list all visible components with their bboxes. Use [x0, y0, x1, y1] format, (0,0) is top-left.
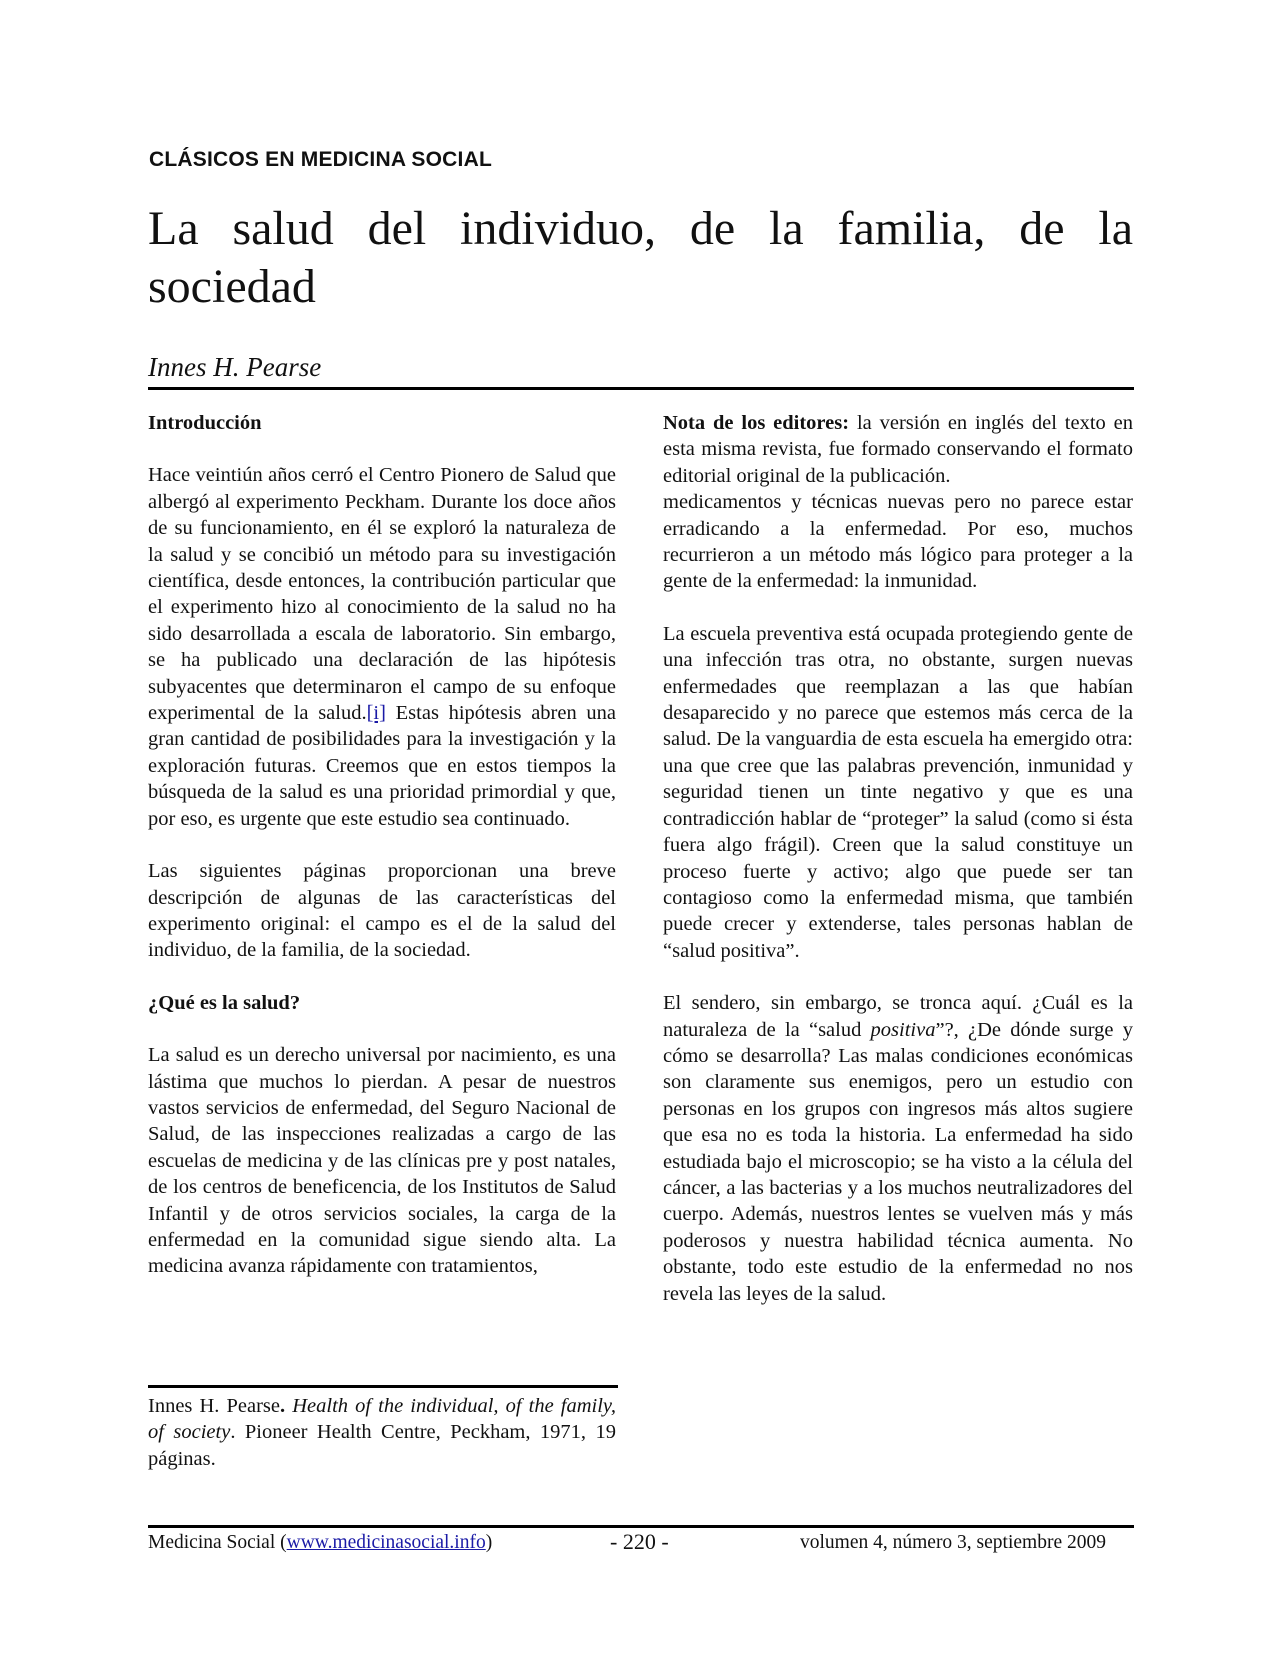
footnote-author: Innes H. Pearse [148, 1395, 281, 1417]
right-column [663, 410, 1133, 1333]
intro-heading: Introducción [148, 412, 262, 434]
footnote-rest: . Pioneer Health Centre, Peckham, 1971, 19 páginas. [148, 1421, 616, 1470]
right-paragraph-2: La escuela preventiva está ocupada protegiendo gente de una infección tras otra, no obstante, surgen nuevas enfermedades que reemplazan a las que habían desaparecido y no parece que estemos más cerca de la salud. De la vanguardia de esta escuela ha emergido otra: una que cree que las palabras prevención, inmunidad y seguridad tienen un tinte negativo y que es una contradicción hablar de “proteger” la salud (como si ésta fuera algo frágil). Creen que la salud constituye un proceso fuerte y activo; algo que puede ser tan contagioso como la enfermedad misma, que también puede crecer y extenderse, tales personas hablan de “salud positiva”. [663, 622, 1133, 962]
article-author: Innes H. Pearse [148, 352, 322, 382]
right-p3-text-1: El sendero, sin embargo, se tronca aquí. ¿Cuál es la naturaleza de la “salud [663, 992, 1133, 1041]
header-rule [148, 387, 1134, 390]
footer-issue: volumen 4, número 3, septiembre 2009 [800, 1532, 1106, 1553]
footer-rule [148, 1525, 1134, 1528]
footnote-link[interactable]: [i] [366, 702, 386, 725]
page-number: - 220 - [610, 1529, 669, 1554]
health-heading: ¿Qué es la salud? [148, 991, 301, 1014]
footnote-work-title: Health of the individual, of the family, of society [148, 1395, 617, 1444]
footer-journal [148, 1532, 492, 1554]
left-column [148, 410, 616, 1306]
intro-text-1: Hace veintiún años cerró el Centro Pionero de Salud que albergó al experimento Peckham. Durante los doce años de su funcionamiento, en él se exploró la naturaleza de la salud y se concibió un método para su investigación científica, desde entonces, la contribución particular que el experimento hizo al conocimiento de la salud no ha sido desarrollada a escala de laboratorio. Sin embargo, se ha publicado una declaración de las hipótesis subyacentes que determinaron el campo de su enfoque experimental de la salud. [148, 464, 616, 725]
footer-url-link[interactable]: www.medicinasocial.info [286, 1532, 486, 1553]
editors-note-label: Nota de los editores: [663, 412, 850, 434]
right-paragraph-3 [663, 990, 1133, 1307]
footnote-dot: . [280, 1395, 286, 1417]
editors-note-text: la versión en inglés del texto en esta misma revista, fue formado conservando el formato editorial original de la publicación. [663, 412, 1134, 487]
footnote-citation [148, 1393, 616, 1472]
intro-paragraph [148, 462, 616, 832]
right-p3-text-2: ”?, ¿De dónde surge y cómo se desarrolla? Las malas condiciones económicas son claramente sus enemigos, pero un estudio con personas en los grupos con ingresos más altos sugiere que esa no es toda la historia. La enfermedad ha sido estudiada bajo el microscopio; se ha visto a la célula del cáncer, a las bacterias y a los muchos neutralizadores del cuerpo. Además, nuestros lentes se vuelven más y más poderosos y nuestra habilidad técnica aumenta. No obstante, todo este estudio de la enfermedad no nos revela las leyes de la salud. [663, 1018, 1133, 1305]
footer-journal-name: Medicina Social ( [148, 1532, 287, 1553]
health-paragraph: La salud es un derecho universal por nacimiento, es una lástima que muchos lo pierdan. A pesar de nuestros vastos servicios de enfermedad, del Seguro Nacional de Salud, de las inspecciones realizadas a cargo de las escuelas de medicina y de las clínicas pre y post natales, de los centros de beneficencia, de los Institutos de Salud Infantil y de otros servicios sociales, la carga de la enfermedad en la comunidad sigue siendo alta. La medicina avanza rápidamente con tratamientos, [148, 1044, 616, 1278]
right-p3-italic: positiva [870, 1018, 936, 1041]
section-label: CLÁSICOS EN MEDICINA SOCIAL [149, 148, 492, 171]
description-paragraph: Las siguientes páginas proporcionan una breve descripción de algunas de las características del experimento original: el campo es el de la salud del individuo, de la familia, de la sociedad. [148, 860, 616, 962]
intro-text-2: Estas hipótesis abren una gran cantidad de posibilidades para la investigación y la exploración futuras. Creemos que en estos tiempos la búsqueda de la salud es una prioridad primordial y que, por eso, es urgente que este estudio sea continuado. [148, 702, 616, 830]
editors-note [663, 410, 1133, 489]
right-paragraph-1: medicamentos y técnicas nuevas pero no parece estar erradicando a la enfermedad. Por eso, muchos recurrieron a un método más lógico para proteger a la gente de la enfermedad: la inmunidad. [663, 491, 1133, 593]
article-title: La salud del individuo, de la familia, de la sociedad [148, 202, 1133, 313]
footer-close-paren: ) [485, 1532, 493, 1553]
footnote-rule [148, 1385, 618, 1388]
